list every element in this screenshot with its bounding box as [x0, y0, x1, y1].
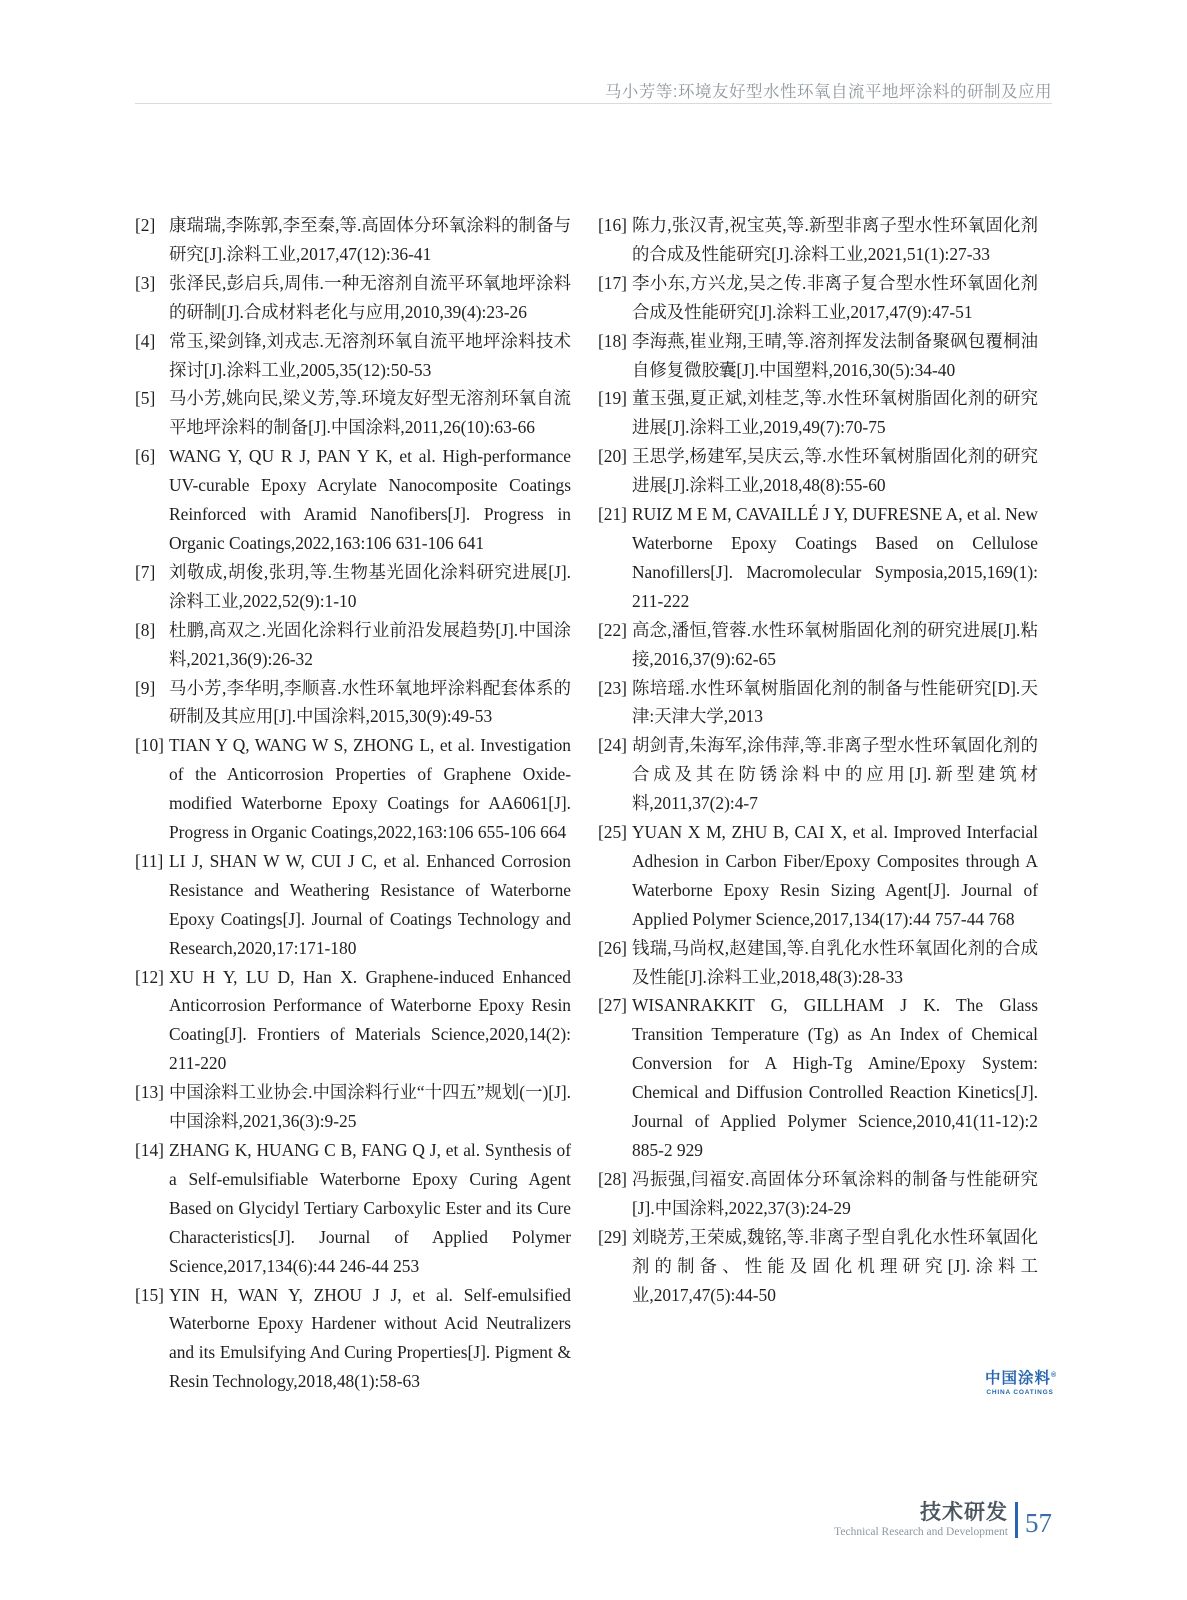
reference-text: 高念,潘恒,管蓉.水性环氧树脂固化剂的研究进展[J].粘接,2016,37(9):62-65 [632, 619, 1038, 669]
reference-item [598, 731, 1038, 818]
reference-text: 马小芳,姚向民,梁义芳,等.环境友好型无溶剂环氧自流平地坪涂料的制备[J].中国涂料,2011,26(10):63-66 [169, 388, 571, 438]
reference-number: [7] [135, 561, 156, 582]
reference-item [135, 731, 571, 847]
reference-number: [25] [598, 822, 627, 843]
reference-number: [4] [135, 330, 156, 351]
reference-item [598, 991, 1038, 1164]
reference-number: [12] [135, 966, 164, 987]
reference-item [135, 269, 571, 327]
reference-item [135, 327, 571, 385]
reference-item [135, 384, 571, 442]
reference-item [135, 963, 571, 1079]
running-header-title: 马小芳等:环境友好型水性环氧自流平地坪涂料的研制及应用 [604, 83, 1052, 101]
reference-text: YIN H, WAN Y, ZHOU J J, et al. Self-emulsified Waterborne Epoxy Hardener without Acid Neutralizers and its Emulsifying And Curing Properties[J]. Pigment & Resin Technology,2018,48(1):58-63 [169, 1284, 571, 1392]
reference-item [598, 818, 1038, 934]
reference-item [598, 442, 1038, 500]
reference-number: [26] [598, 937, 627, 958]
reference-text: WANG Y, QU R J, PAN Y K, et al. High-performance UV-curable Epoxy Acrylate Nanocomposite Coatings Reinforced with Aramid Nanofibers[J]. Progress in Organic Coatings,2022,163:106 631-106 641 [169, 446, 571, 553]
logo-name-en: CHINA COATINGS [986, 1389, 1054, 1396]
reference-item [135, 847, 571, 963]
reference-text: TIAN Y Q, WANG W S, ZHONG L, et al. Investigation of the Anticorrosion Properties of Graphene Oxide-modified Waterborne Epoxy Coatings for AA6061[J]. Progress in Organic Coatings,2022,163:106 655-106 664 [169, 735, 571, 843]
reference-number: [15] [135, 1284, 164, 1305]
reference-text: 马小芳,李华明,李顺喜.水性环氧地坪涂料配套体系的研制及其应用[J].中国涂料,2015,30(9):49-53 [169, 677, 571, 727]
reference-text: ZHANG K, HUANG C B, FANG Q J, et al. Synthesis of a Self-emulsifiable Waterborne Epoxy Curing Agent Based on Glycidyl Tertiary Carboxylic Ester and its Cure Characteristics[J]. Journal of Applied Polymer Science,2017,134(6):44 246-44 253 [169, 1140, 571, 1276]
footer-section-en: Technical Research and Development [834, 1526, 1008, 1538]
reference-text: 胡剑青,朱海军,涂伟萍,等.非离子型水性环氧固化剂的合成及其在防锈涂料中的应用[J].新型建筑材料,2011,37(2):4-7 [632, 735, 1038, 814]
reference-item [598, 616, 1038, 674]
reference-number: [20] [598, 446, 627, 467]
reference-text: 李小东,方兴龙,吴之传.非离子复合型水性环氧固化剂合成及性能研究[J].涂料工业,2017,47(9):47-51 [632, 272, 1038, 322]
reference-text: 钱瑞,马尚权,赵建国,等.自乳化水性环氧固化剂的合成及性能[J].涂料工业,2018,48(3):28-33 [632, 937, 1038, 987]
reference-text: 刘敬成,胡俊,张玥,等.生物基光固化涂料研究进展[J].涂料工业,2022,52(9):1-10 [169, 561, 571, 611]
reference-text: 陈培瑶.水性环氧树脂固化剂的制备与性能研究[D].天津:天津大学,2013 [632, 677, 1038, 727]
reference-item [135, 1136, 571, 1281]
footer-divider-bar [1015, 1502, 1018, 1538]
reference-item [598, 384, 1038, 442]
reference-item [598, 1223, 1038, 1310]
reference-text: 常玉,梁剑锋,刘戎志.无溶剂环氧自流平地坪涂料技术探讨[J].涂料工业,2005,35(12):50-53 [169, 330, 571, 380]
references-column-right [598, 211, 1038, 1309]
reference-item [598, 327, 1038, 385]
reference-number: [18] [598, 330, 627, 351]
reference-number: [10] [135, 735, 164, 756]
reference-text: LI J, SHAN W W, CUI J C, et al. Enhanced Corrosion Resistance and Weathering Resistance of Waterborne Epoxy Coatings[J]. Journal of Coatings Technology and Research,2020,17:171-180 [169, 850, 571, 958]
reference-number: [27] [598, 995, 627, 1016]
reference-item [598, 211, 1038, 269]
reference-text: 杜鹏,高双之.光固化涂料行业前沿发展趋势[J].中国涂料,2021,36(9):26-32 [169, 619, 571, 669]
reference-number: [2] [135, 215, 156, 235]
reference-number: [14] [135, 1140, 164, 1160]
reference-text: RUIZ M E M, CAVAILLÉ J Y, DUFRESNE A, et al. New Waterborne Epoxy Coatings Based on Cellulose Nanofillers[J]. Macromolecular Symposia,2015,169(1): 211-222 [632, 504, 1038, 611]
registered-trademark-icon: ® [1051, 1371, 1057, 1379]
reference-text: 冯振强,闫福安.高固体分环氧涂料的制备与性能研究[J].中国涂料,2022,37(3):24-29 [632, 1168, 1038, 1218]
reference-item [598, 1165, 1038, 1223]
reference-item [598, 674, 1038, 732]
references-column-left [135, 211, 571, 1396]
reference-number: [24] [598, 735, 627, 756]
reference-number: [6] [135, 446, 156, 467]
reference-text: 中国涂料工业协会.中国涂料行业“十四五”规划(一)[J].中国涂料,2021,36(3):9-25 [169, 1082, 571, 1132]
reference-item [135, 442, 571, 558]
header-rule [135, 103, 1052, 104]
reference-number: [9] [135, 677, 156, 698]
reference-number: [16] [598, 215, 627, 235]
reference-item [135, 558, 571, 616]
reference-item [135, 211, 571, 269]
reference-text: 陈力,张汉青,祝宝英,等.新型非离子型水性环氧固化剂的合成及性能研究[J].涂料工业,2021,51(1):27-33 [632, 215, 1038, 264]
reference-number: [22] [598, 619, 627, 640]
reference-number: [29] [598, 1226, 627, 1247]
reference-item [135, 674, 571, 732]
reference-item [598, 934, 1038, 992]
reference-number: [23] [598, 677, 627, 698]
page-number: 57 [1025, 1508, 1052, 1538]
reference-text: 李海燕,崔业翔,王晴,等.溶剂挥发法制备聚砜包覆桐油自修复微胶囊[J].中国塑料,2016,30(5):34-40 [632, 330, 1038, 380]
logo-name-cn: 中国涂料® [985, 1370, 1057, 1387]
reference-number: [21] [598, 504, 627, 525]
footer-section-title [834, 1502, 1008, 1538]
reference-number: [17] [598, 272, 627, 293]
reference-item [598, 500, 1038, 616]
reference-number: [28] [598, 1168, 627, 1189]
reference-text: 董玉强,夏正斌,刘桂芝,等.水性环氧树脂固化剂的研究进展[J].涂料工业,2019,49(7):70-75 [632, 388, 1038, 438]
reference-number: [19] [598, 388, 627, 409]
reference-text: 康瑞瑞,李陈郭,李至秦,等.高固体分环氧涂料的制备与研究[J].涂料工业,2017,47(12):36-41 [169, 215, 571, 264]
reference-number: [3] [135, 272, 156, 293]
reference-number: [8] [135, 619, 156, 640]
reference-text: 张泽民,彭启兵,周伟.一种无溶剂自流平环氧地坪涂料的研制[J].合成材料老化与应用,2010,39(4):23-26 [169, 272, 571, 322]
reference-number: [13] [135, 1082, 164, 1103]
reference-number: [5] [135, 388, 156, 409]
reference-item [135, 1281, 571, 1397]
china-coatings-logo [985, 1366, 1055, 1396]
reference-text: XU H Y, LU D, Han X. Graphene-induced Enhanced Anticorrosion Performance of Waterborne Epoxy Resin Coating[J]. Frontiers of Materials Science,2020,14(2): 211-220 [169, 966, 571, 1074]
reference-text: 王思学,杨建军,吴庆云,等.水性环氧树脂固化剂的研究进展[J].涂料工业,2018,48(8):55-60 [632, 446, 1038, 496]
page-footer [834, 1502, 1052, 1538]
reference-text: YUAN X M, ZHU B, CAI X, et al. Improved Interfacial Adhesion in Carbon Fiber/Epoxy Composites through A Waterborne Epoxy Resin Sizing Agent[J]. Journal of Applied Polymer Science,2017,134(17):44 757-44 768 [632, 822, 1038, 929]
reference-item [135, 1078, 571, 1136]
reference-number: [11] [135, 850, 164, 871]
reference-text: 刘晓芳,王荣威,魏铭,等.非离子型自乳化水性环氧固化剂的制备、性能及固化机理研究[J].涂料工业,2017,47(5):44-50 [632, 1226, 1038, 1305]
reference-item [598, 269, 1038, 327]
reference-item [135, 616, 571, 674]
reference-text: WISANRAKKIT G, GILLHAM J K. The Glass Transition Temperature (Tg) as An Index of Chemical Conversion for A High-Tg Amine/Epoxy System: Chemical and Diffusion Controlled Reaction Kinetics[J]. Journal of Applied Polymer Science,2010,41(11-12):2 885-2 929 [632, 995, 1038, 1160]
footer-section-cn: 技术研发 [920, 1501, 1008, 1524]
